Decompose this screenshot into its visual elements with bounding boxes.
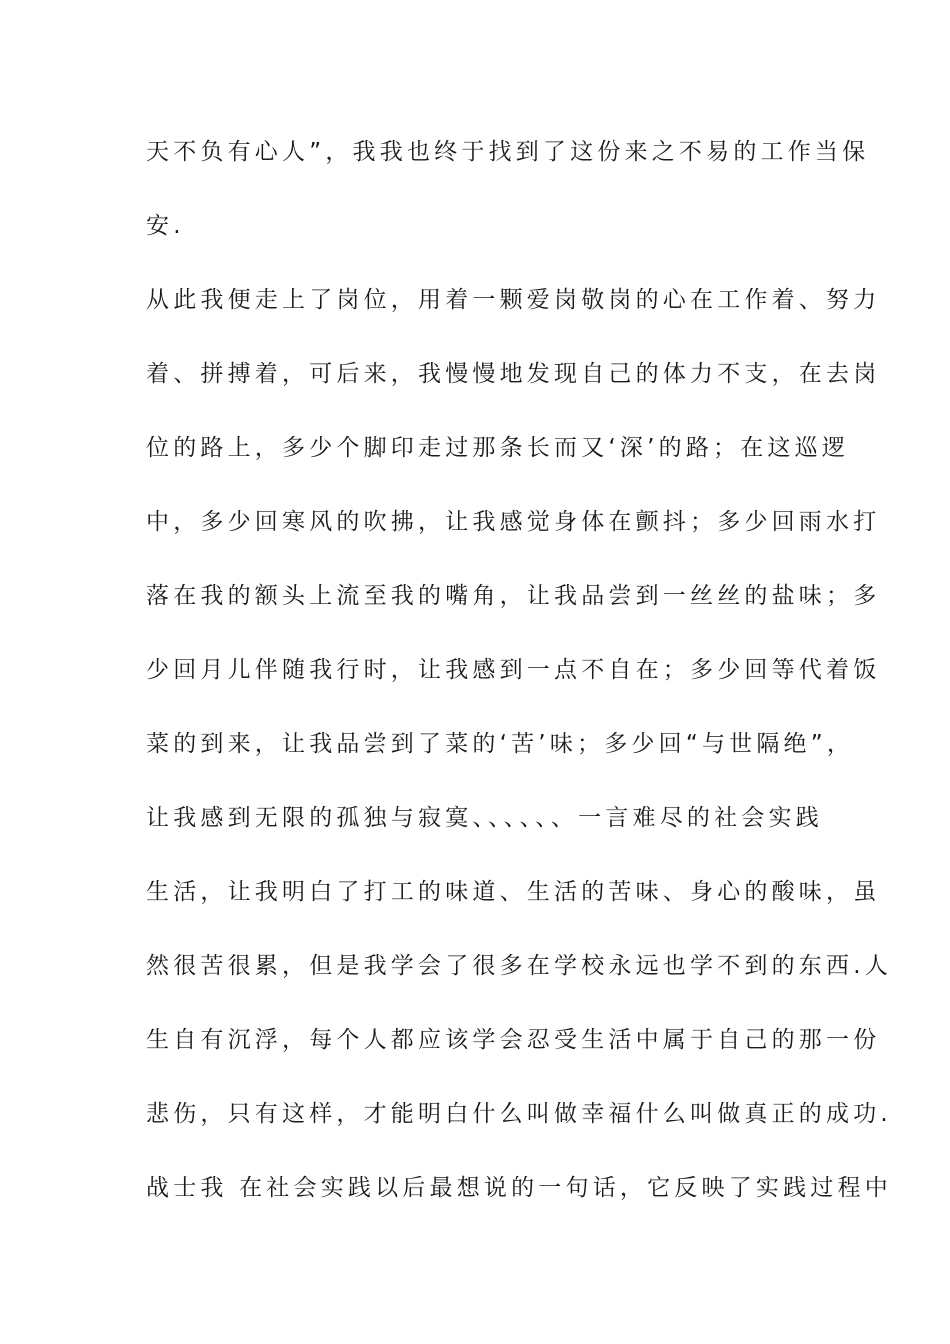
- text-line-11: 生活，让我明白了打工的味道、生活的苦味、身心的酸味，虽: [146, 879, 881, 905]
- body-text: [146, 124, 892, 1234]
- text-line-3: 从此我便走上了岗位，用着一颗爱岗敬岗的心在工作着、努力: [146, 287, 881, 313]
- text-line-13: 生自有沉浮，每个人都应该学会忍受生活中属于自己的那一份: [146, 1027, 881, 1053]
- text-line-12: 然很苦很累，但是我学会了很多在学校永远也学不到的东西.人: [146, 953, 892, 979]
- text-line-2: 安.: [146, 213, 185, 239]
- text-line-15: 战士我 在社会实践以后最想说的一句话，它反映了实践过程中: [146, 1175, 892, 1201]
- text-line-1: 天不负有心人”，我我也终于找到了这份来之不易的工作当保: [146, 139, 870, 165]
- text-line-8: 少回月儿伴随我行时，让我感到一点不自在；多少回等代着饭: [146, 657, 881, 683]
- text-line-7: 落在我的额头上流至我的嘴角，让我品尝到一丝丝的盐味；多: [146, 583, 881, 609]
- text-line-14: 悲伤，只有这样，才能明白什么叫做幸福什么叫做真正的成功.: [146, 1101, 892, 1127]
- text-line-4: 着、拼搏着，可后来，我慢慢地发现自己的体力不支，在去岗: [146, 361, 881, 387]
- text-line-10: 让我感到无限的孤独与寂寞、、、、、、一言难尽的社会实践: [146, 805, 823, 831]
- text-line-6: 中，多少回寒风的吹拂，让我感觉身体在颤抖；多少回雨水打: [146, 509, 881, 535]
- text-line-9: 菜的到来，让我品尝到了菜的‘苦’味；多少回“与世隔绝”，: [146, 731, 855, 757]
- text-line-5: 位的路上，多少个脚印走过那条长而又‘深’的路；在这巡逻: [146, 435, 850, 461]
